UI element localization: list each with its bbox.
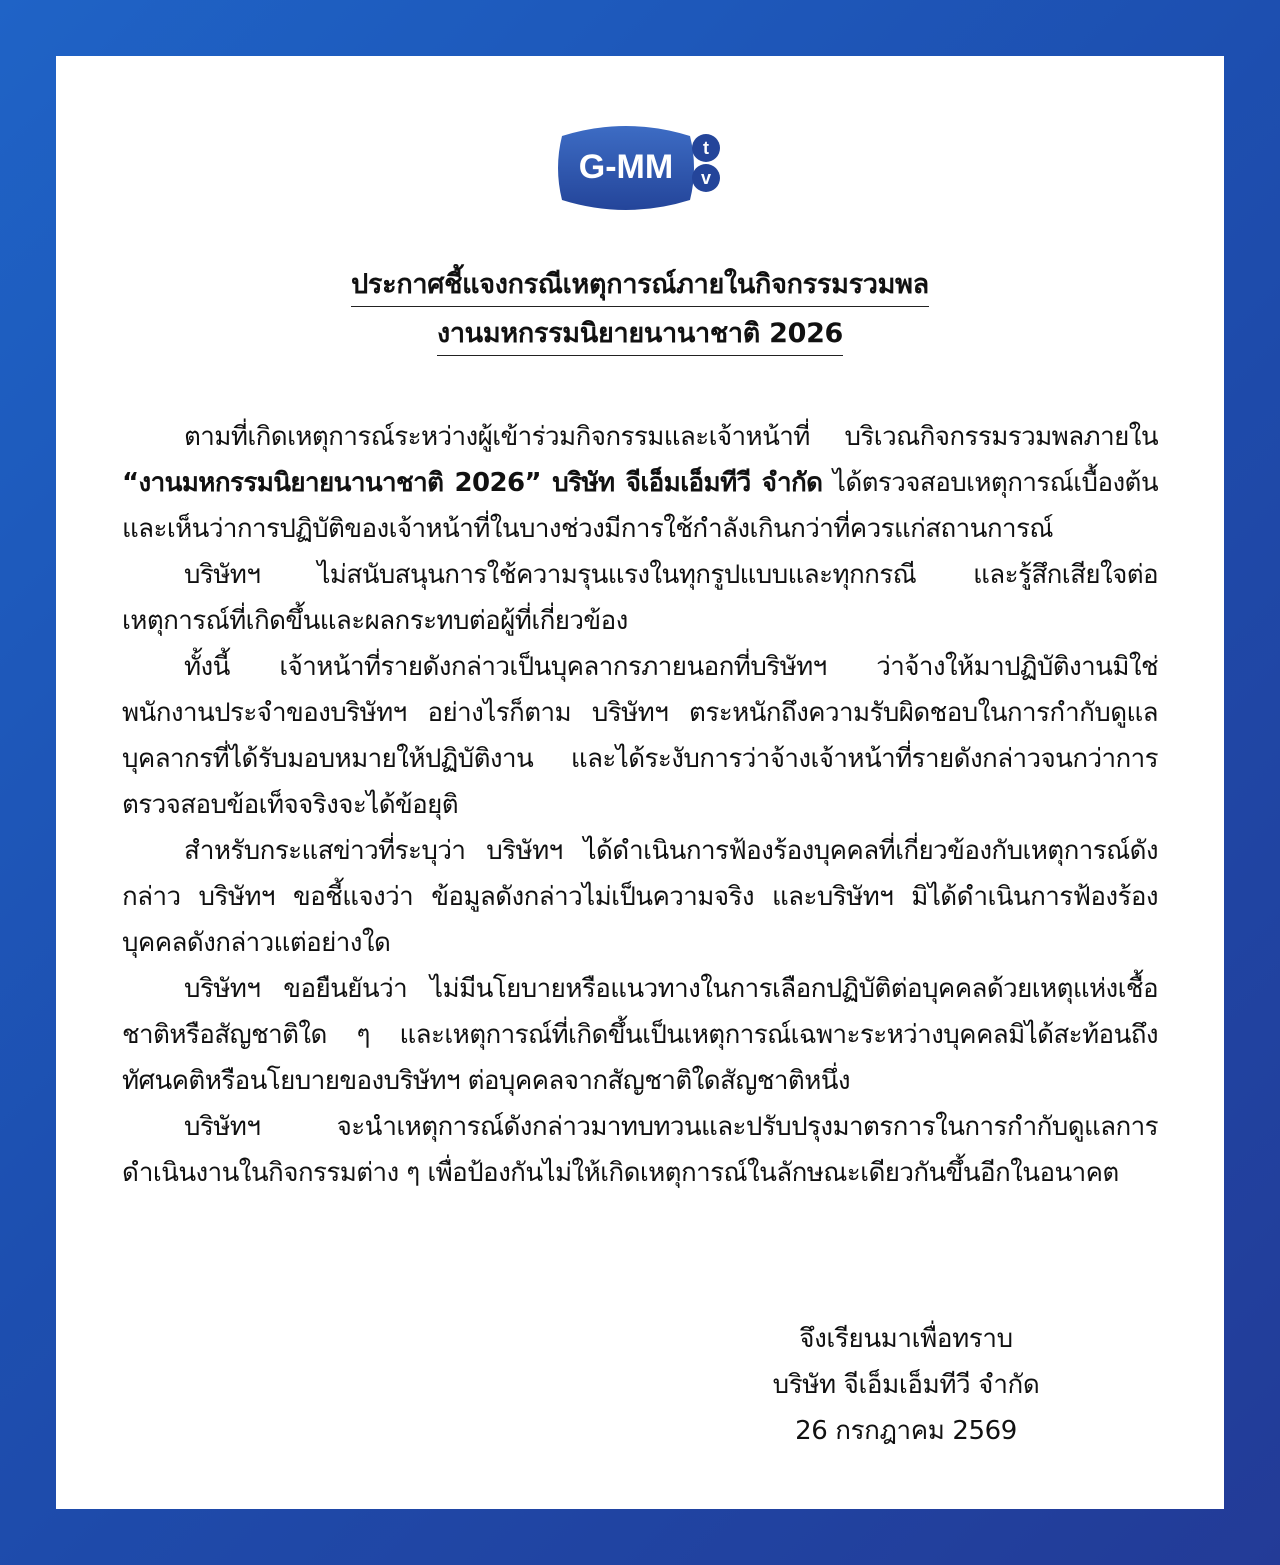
paragraph-3: ทั้งนี้ เจ้าหน้าที่รายดังกล่าวเป็นบุคลากรภายนอกที่บริษัทฯ ว่าจ้างให้มาปฏิบัติงานมิใช่พนักงานประจำของบริษัทฯ อย่างไรก็ตาม บริษัทฯ ตระหนักถึงความรับผิดชอบในการกำกับดูแลบุคลากรที่ได้รับมอบหมายให้ปฏิบัติงาน และได้ระงับการว่าจ้างเจ้าหน้าที่รายดังกล่าวจนกว่าการตรวจสอบข้อเท็จจริงจะได้ข้อยุติ bbox=[122, 652, 1158, 820]
paragraph-1 bbox=[122, 414, 1158, 552]
gmmtv-logo-icon bbox=[556, 118, 736, 218]
paragraph-6: บริษัทฯ จะนำเหตุการณ์ดังกล่าวมาทบทวนและปรับปรุงมาตรการในการกำกับดูแลการดำเนินงานในกิจกรรมต่าง ๆ เพื่อป้องกันไม่ให้เกิดเหตุการณ์ในลักษณะเดียวกันขึ้นอีกในอนาคต bbox=[122, 1112, 1158, 1188]
paragraph-2: บริษัทฯ ไม่สนับสนุนการใช้ความรุนแรงในทุกรูปแบบและทุกกรณี และรู้สึกเสียใจต่อเหตุการณ์ที่เกิดขึ้นและผลกระทบต่อผู้ที่เกี่ยวข้อง bbox=[122, 560, 1158, 636]
event-company-emphasis: “งานมหกรรมนิยายนานาชาติ 2026” บริษัท จีเอ็มเอ็มทีวี จำกัด bbox=[122, 468, 823, 498]
company-name: บริษัท จีเอ็มเอ็มทีวี จำกัด bbox=[772, 1370, 1040, 1400]
logo-text: G-MM bbox=[578, 148, 674, 186]
announcement-date: 26 กรกฎาคม 2569 bbox=[795, 1416, 1017, 1446]
svg-text:v: v bbox=[700, 168, 712, 188]
gmmtv-logo bbox=[556, 118, 736, 218]
title-line-1: ประกาศชี้แจงกรณีเหตุการณ์ภายในกิจกรรมรวมพล bbox=[351, 268, 929, 307]
paragraph-5: บริษัทฯ ขอยืนยันว่า ไม่มีนโยบายหรือแนวทางในการเลือกปฏิบัติต่อบุคคลด้วยเหตุแห่งเชื้อชาติหรือสัญชาติใด ๆ และเหตุการณ์ที่เกิดขึ้นเป็นเหตุการณ์เฉพาะระหว่างบุคคลมิได้สะท้อนถึงทัศนคติหรือนโยบายของบริษัทฯ ต่อบุคคลจากสัญชาติใดสัญชาติหนึ่ง bbox=[122, 974, 1158, 1096]
svg-text:t: t bbox=[703, 138, 709, 158]
announcement-body bbox=[122, 414, 1158, 1196]
title-line-2: งานมหกรรมนิยายนานาชาติ 2026 bbox=[437, 317, 843, 356]
announcement-sheet bbox=[56, 56, 1224, 1509]
closing-line: จึงเรียนมาเพื่อทราบ bbox=[799, 1324, 1013, 1354]
paragraph-1-rest: ได้ตรวจสอบเหตุการณ์เบื้องต้น และเห็นว่าการปฏิบัติของเจ้าหน้าที่ในบางช่วงมีการใช้กำลังเกินกว่าที่ควรแก่สถานการณ์ bbox=[122, 468, 1159, 544]
paragraph-1-lead: ตามที่เกิดเหตุการณ์ระหว่างผู้เข้าร่วมกิจกรรมและเจ้าหน้าที่ บริเวณกิจกรรมรวมพลภายใน bbox=[184, 422, 1158, 452]
paragraph-4: สำหรับกระแสข่าวที่ระบุว่า บริษัทฯ ได้ดำเนินการฟ้องร้องบุคคลที่เกี่ยวข้องกับเหตุการณ์ดังกล่าว บริษัทฯ ขอชี้แจงว่า ข้อมูลดังกล่าวไม่เป็นความจริง และบริษัทฯ มิได้ดำเนินการฟ้องร้องบุคคลดังกล่าวแต่อย่างใด bbox=[122, 836, 1158, 958]
closing-signature bbox=[666, 1316, 1146, 1454]
announcement-title bbox=[56, 268, 1224, 366]
